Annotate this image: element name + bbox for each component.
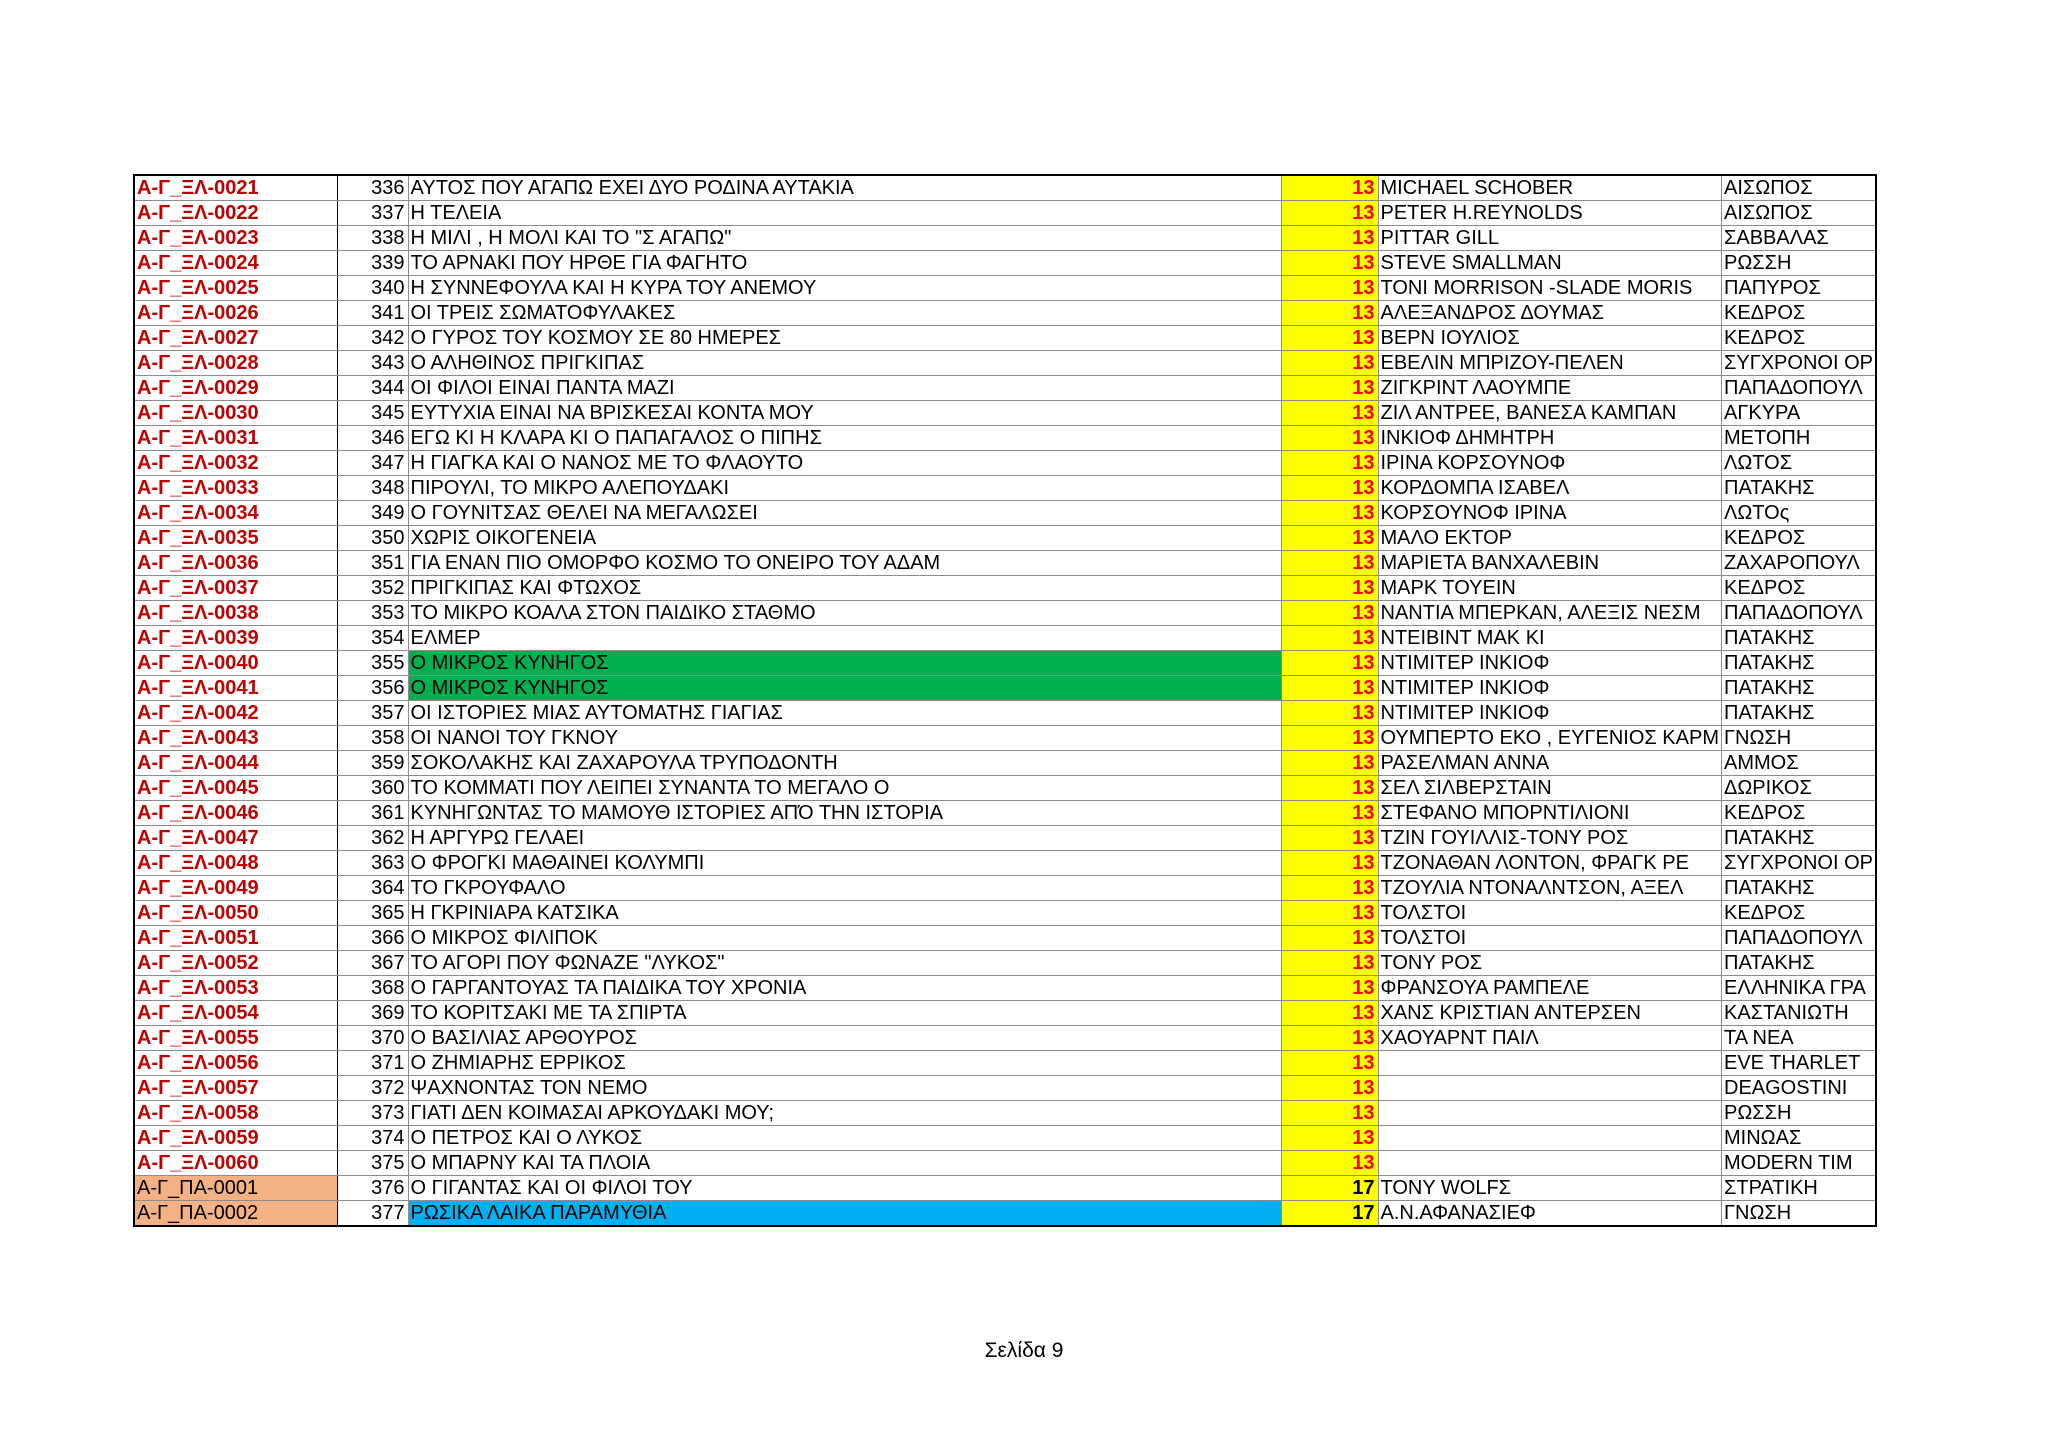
number-cell[interactable]: 337 bbox=[337, 201, 408, 226]
publisher-cell[interactable]: ΠΑΠΑΔΟΠΟΥΛ bbox=[1722, 601, 1876, 626]
number-cell[interactable]: 375 bbox=[337, 1151, 408, 1176]
author-cell[interactable]: ΟΥΜΠΕΡΤΟ ΕΚΟ , ΕΥΓΕΝΙΟΣ ΚΑΡΜ bbox=[1378, 726, 1722, 751]
group-cell[interactable]: 13 bbox=[1281, 901, 1378, 926]
author-cell[interactable]: ΤΟΝΥ ΡΟΣ bbox=[1378, 951, 1722, 976]
code-cell[interactable]: Α-Γ_ΞΛ-0050 bbox=[134, 901, 337, 926]
author-cell[interactable]: ΚΟΡΣΟΥΝΟΦ ΙΡΙΝΑ bbox=[1378, 501, 1722, 526]
table-row bbox=[134, 826, 1876, 851]
group-cell[interactable]: 13 bbox=[1281, 1001, 1378, 1026]
group-cell[interactable]: 13 bbox=[1281, 801, 1378, 826]
table-row bbox=[134, 626, 1876, 651]
number-cell[interactable]: 374 bbox=[337, 1126, 408, 1151]
publisher-cell[interactable]: ΚΕΔΡΟΣ bbox=[1722, 901, 1876, 926]
table-row bbox=[134, 276, 1876, 301]
group-cell[interactable]: 13 bbox=[1281, 175, 1378, 201]
code-cell[interactable]: Α-Γ_ΞΛ-0032 bbox=[134, 451, 337, 476]
publisher-cell[interactable]: ΡΩΣΣΗ bbox=[1722, 1101, 1876, 1126]
group-cell[interactable]: 13 bbox=[1281, 876, 1378, 901]
number-cell[interactable]: 373 bbox=[337, 1101, 408, 1126]
title-cell[interactable]: Ο ΖΗΜΙΑΡΗΣ ΕΡΡΙΚΟΣ bbox=[408, 1051, 1281, 1076]
group-cell[interactable]: 13 bbox=[1281, 1076, 1378, 1101]
number-cell[interactable]: 338 bbox=[337, 226, 408, 251]
number-cell[interactable]: 369 bbox=[337, 1001, 408, 1026]
author-cell[interactable]: ΤΖΙΝ ΓΟΥΙΛΛΙΣ-ΤΟΝΥ ΡΟΣ bbox=[1378, 826, 1722, 851]
author-cell[interactable]: ΤΟΝΥ WOLFΣ bbox=[1378, 1176, 1722, 1201]
title-cell[interactable]: ΓΙΑΤΙ ΔΕΝ ΚΟΙΜΑΣΑΙ ΑΡΚΟΥΔΑΚΙ ΜΟΥ; bbox=[408, 1101, 1281, 1126]
number-cell[interactable]: 356 bbox=[337, 676, 408, 701]
publisher-cell[interactable]: ΣΥΓΧΡΟΝΟΙ ΟΡ bbox=[1722, 351, 1876, 376]
group-cell[interactable]: 13 bbox=[1281, 851, 1378, 876]
number-cell[interactable]: 343 bbox=[337, 351, 408, 376]
table-row bbox=[134, 676, 1876, 701]
group-cell[interactable]: 13 bbox=[1281, 326, 1378, 351]
table-row bbox=[134, 376, 1876, 401]
publisher-cell[interactable]: ΔΩΡΙΚΟΣ bbox=[1722, 776, 1876, 801]
publisher-cell[interactable]: ΑΜΜΟΣ bbox=[1722, 751, 1876, 776]
table-row bbox=[134, 1201, 1876, 1227]
number-cell[interactable]: 366 bbox=[337, 926, 408, 951]
number-cell[interactable]: 345 bbox=[337, 401, 408, 426]
author-cell[interactable]: ΜΑΛΟ ΕΚΤΟΡ bbox=[1378, 526, 1722, 551]
title-cell[interactable]: ΣΟΚΟΛΑΚΗΣ ΚΑΙ ΖΑΧΑΡΟΥΛΑ ΤΡΥΠΟΔΟΝΤΗ bbox=[408, 751, 1281, 776]
author-cell[interactable]: TONI MORRISON -SLADE MORIS bbox=[1378, 276, 1722, 301]
code-cell[interactable]: Α-Γ_ΞΛ-0026 bbox=[134, 301, 337, 326]
number-cell[interactable]: 344 bbox=[337, 376, 408, 401]
publisher-cell[interactable]: ΠΑΤΑΚΗΣ bbox=[1722, 676, 1876, 701]
publisher-cell[interactable]: ΚΕΔΡΟΣ bbox=[1722, 326, 1876, 351]
table-row bbox=[134, 426, 1876, 451]
table-body bbox=[134, 175, 1876, 1226]
number-cell[interactable]: 357 bbox=[337, 701, 408, 726]
author-cell[interactable]: ΧΑΝΣ ΚΡΙΣΤΙΑΝ ΑΝΤΕΡΣΕΝ bbox=[1378, 1001, 1722, 1026]
author-cell[interactable]: ΝΤΙΜΙΤΕΡ ΙΝΚΙΟΦ bbox=[1378, 676, 1722, 701]
table-row bbox=[134, 601, 1876, 626]
publisher-cell[interactable]: ΓΝΩΣΗ bbox=[1722, 1201, 1876, 1227]
group-cell[interactable]: 13 bbox=[1281, 501, 1378, 526]
title-cell[interactable]: ΤΟ ΓΚΡΟΥΦΑΛΟ bbox=[408, 876, 1281, 901]
title-cell[interactable]: ΓΙΑ ΕΝΑΝ ΠΙΟ ΟΜΟΡΦΟ ΚΟΣΜΟ ΤΟ ΟΝΕΙΡΟ ΤΟΥ ΑΔΑΜ bbox=[408, 551, 1281, 576]
table-row bbox=[134, 951, 1876, 976]
title-cell[interactable]: ΑΥΤΟΣ ΠΟΥ ΑΓΑΠΩ ΕΧΕΙ ΔΥΟ ΡΟΔΙΝΑ ΑΥΤΑΚΙΑ bbox=[408, 175, 1281, 201]
title-cell[interactable]: Ο ΒΑΣΙΛΙΑΣ ΑΡΘΟΥΡΟΣ bbox=[408, 1026, 1281, 1051]
code-cell[interactable]: Α-Γ_ΞΛ-0033 bbox=[134, 476, 337, 501]
code-cell[interactable]: Α-Γ_ΞΛ-0029 bbox=[134, 376, 337, 401]
author-cell[interactable]: ΤΖΟΥΛΙΑ ΝΤΟΝΑΛΝΤΣΟΝ, ΑΞΕΛ bbox=[1378, 876, 1722, 901]
code-cell[interactable]: Α-Γ_ΞΛ-0045 bbox=[134, 776, 337, 801]
title-cell[interactable]: ΤΟ ΚΟΜΜΑΤΙ ΠΟΥ ΛΕΙΠΕΙ ΣΥΝΑΝΤΑ ΤΟ ΜΕΓΑΛΟ Ο bbox=[408, 776, 1281, 801]
number-cell[interactable]: 336 bbox=[337, 175, 408, 201]
title-cell[interactable]: Η ΓΙΑΓΚΑ ΚΑΙ Ο ΝΑΝΟΣ ΜΕ ΤΟ ΦΛΑΟΥΤΟ bbox=[408, 451, 1281, 476]
group-cell[interactable]: 13 bbox=[1281, 351, 1378, 376]
code-cell[interactable]: Α-Γ_ΞΛ-0025 bbox=[134, 276, 337, 301]
group-cell[interactable]: 13 bbox=[1281, 401, 1378, 426]
number-cell[interactable]: 340 bbox=[337, 276, 408, 301]
table-row bbox=[134, 301, 1876, 326]
author-cell[interactable]: ΦΡΑΝΣΟΥΑ ΡΑΜΠΕΛΕ bbox=[1378, 976, 1722, 1001]
table-row bbox=[134, 876, 1876, 901]
table-row bbox=[134, 1001, 1876, 1026]
table-row bbox=[134, 1176, 1876, 1201]
code-cell[interactable]: Α-Γ_ΞΛ-0044 bbox=[134, 751, 337, 776]
number-cell[interactable]: 367 bbox=[337, 951, 408, 976]
title-cell[interactable]: Η ΜΙΛΙ , Η ΜΟΛΙ ΚΑΙ ΤΟ "Σ ΑΓΑΠΩ" bbox=[408, 226, 1281, 251]
group-cell[interactable]: 13 bbox=[1281, 601, 1378, 626]
author-cell[interactable]: ΣΕΛ ΣΙΛΒΕΡΣΤΑΙΝ bbox=[1378, 776, 1722, 801]
number-cell[interactable]: 371 bbox=[337, 1051, 408, 1076]
number-cell[interactable]: 364 bbox=[337, 876, 408, 901]
title-cell[interactable]: ΤΟ ΑΡΝΑΚΙ ΠΟΥ ΗΡΘΕ ΓΙΑ ΦΑΓΗΤΟ bbox=[408, 251, 1281, 276]
publisher-cell[interactable]: ΚΕΔΡΟΣ bbox=[1722, 526, 1876, 551]
group-cell[interactable]: 13 bbox=[1281, 476, 1378, 501]
code-cell[interactable]: Α-Γ_ΞΛ-0055 bbox=[134, 1026, 337, 1051]
table-row bbox=[134, 901, 1876, 926]
number-cell[interactable]: 368 bbox=[337, 976, 408, 1001]
group-cell[interactable]: 13 bbox=[1281, 1101, 1378, 1126]
number-cell[interactable]: 350 bbox=[337, 526, 408, 551]
code-cell[interactable]: Α-Γ_ΞΛ-0028 bbox=[134, 351, 337, 376]
author-cell[interactable]: ΙΝΚΙΟΦ ΔΗΜΗΤΡΗ bbox=[1378, 426, 1722, 451]
group-cell[interactable]: 13 bbox=[1281, 701, 1378, 726]
code-cell[interactable]: Α-Γ_ΞΛ-0022 bbox=[134, 201, 337, 226]
code-cell[interactable]: Α-Γ_ΞΛ-0043 bbox=[134, 726, 337, 751]
publisher-cell[interactable]: ΑΙΣΩΠΟΣ bbox=[1722, 175, 1876, 201]
author-cell[interactable] bbox=[1378, 1126, 1722, 1151]
number-cell[interactable]: 355 bbox=[337, 651, 408, 676]
title-cell[interactable]: ΟΙ ΤΡΕΙΣ ΣΩΜΑΤΟΦΥΛΑΚΕΣ bbox=[408, 301, 1281, 326]
publisher-cell[interactable]: ΜΙΝΩΑΣ bbox=[1722, 1126, 1876, 1151]
group-cell[interactable]: 17 bbox=[1281, 1201, 1378, 1227]
number-cell[interactable]: 351 bbox=[337, 551, 408, 576]
page-footer: Σελίδα 9 bbox=[984, 1339, 1064, 1362]
title-cell[interactable]: Η ΑΡΓΥΡΩ ΓΕΛΑΕΙ bbox=[408, 826, 1281, 851]
number-cell[interactable]: 376 bbox=[337, 1176, 408, 1201]
publisher-cell[interactable]: ΣΤΡΑΤΙΚΗ bbox=[1722, 1176, 1876, 1201]
title-cell[interactable]: ΠΙΡΟΥΛΙ, ΤΟ ΜΙΚΡΟ ΑΛΕΠΟΥΔΑΚΙ bbox=[408, 476, 1281, 501]
author-cell[interactable]: PITTAR GILL bbox=[1378, 226, 1722, 251]
code-cell[interactable]: Α-Γ_ΞΛ-0030 bbox=[134, 401, 337, 426]
author-cell[interactable]: ΖΙΓΚΡΙΝΤ ΛΑΟΥΜΠΕ bbox=[1378, 376, 1722, 401]
code-cell[interactable]: Α-Γ_ΞΛ-0023 bbox=[134, 226, 337, 251]
table-row bbox=[134, 1076, 1876, 1101]
code-cell[interactable]: Α-Γ_ΞΛ-0024 bbox=[134, 251, 337, 276]
number-cell[interactable]: 365 bbox=[337, 901, 408, 926]
title-cell[interactable]: ΨΑΧΝΟΝΤΑΣ ΤΟΝ ΝΕΜΟ bbox=[408, 1076, 1281, 1101]
publisher-cell[interactable]: ΛΩΤΟΣ bbox=[1722, 451, 1876, 476]
publisher-cell[interactable]: ΠΑΤΑΚΗΣ bbox=[1722, 826, 1876, 851]
code-cell[interactable]: Α-Γ_ΞΛ-0035 bbox=[134, 526, 337, 551]
title-cell[interactable]: ΟΙ ΦΙΛΟΙ ΕΙΝΑΙ ΠΑΝΤΑ ΜΑΖΙ bbox=[408, 376, 1281, 401]
publisher-cell[interactable]: ΚΕΔΡΟΣ bbox=[1722, 576, 1876, 601]
table-row bbox=[134, 1026, 1876, 1051]
table-row bbox=[134, 1151, 1876, 1176]
publisher-cell[interactable]: ΠΑΤΑΚΗΣ bbox=[1722, 701, 1876, 726]
title-cell[interactable]: ΚΥΝΗΓΩΝΤΑΣ ΤΟ ΜΑΜΟΥΘ ΙΣΤΟΡΙΕΣ ΑΠΌ ΤΗΝ ΙΣΤΟΡΙΑ bbox=[408, 801, 1281, 826]
code-cell[interactable]: Α-Γ_ΞΛ-0039 bbox=[134, 626, 337, 651]
title-cell[interactable]: Η ΓΚΡΙΝΙΑΡΑ ΚΑΤΣΙΚΑ bbox=[408, 901, 1281, 926]
number-cell[interactable]: 370 bbox=[337, 1026, 408, 1051]
publisher-cell[interactable]: ΠΑΤΑΚΗΣ bbox=[1722, 876, 1876, 901]
title-cell[interactable]: Ο ΓΙΓΑΝΤΑΣ ΚΑΙ ΟΙ ΦΙΛΟΙ ΤΟΥ bbox=[408, 1176, 1281, 1201]
code-cell[interactable]: Α-Γ_ΞΛ-0047 bbox=[134, 826, 337, 851]
group-cell[interactable]: 13 bbox=[1281, 1126, 1378, 1151]
title-cell[interactable]: ΟΙ ΝΑΝΟΙ ΤΟΥ ΓΚΝΟΥ bbox=[408, 726, 1281, 751]
number-cell[interactable]: 360 bbox=[337, 776, 408, 801]
title-cell[interactable]: Ο ΜΠΑΡΝΥ ΚΑΙ ΤΑ ΠΛΟΙΑ bbox=[408, 1151, 1281, 1176]
author-cell[interactable]: ΝΤΕΙΒΙΝΤ ΜΑΚ ΚΙ bbox=[1378, 626, 1722, 651]
publisher-cell[interactable]: ΑΓΚΥΡΑ bbox=[1722, 401, 1876, 426]
code-cell[interactable]: Α-Γ_ΞΛ-0049 bbox=[134, 876, 337, 901]
author-cell[interactable]: ΑΛΕΞΑΝΔΡΟΣ ΔΟΥΜΑΣ bbox=[1378, 301, 1722, 326]
number-cell[interactable]: 349 bbox=[337, 501, 408, 526]
code-cell[interactable]: Α-Γ_ΞΛ-0053 bbox=[134, 976, 337, 1001]
code-cell[interactable]: Α-Γ_ΞΛ-0054 bbox=[134, 1001, 337, 1026]
code-cell[interactable]: Α-Γ_ΠΑ-0002 bbox=[134, 1201, 337, 1227]
publisher-cell[interactable]: EVE THARLET bbox=[1722, 1051, 1876, 1076]
publisher-cell[interactable]: ΠΑΠΑΔΟΠΟΥΛ bbox=[1722, 376, 1876, 401]
publisher-cell[interactable]: ΚΕΔΡΟΣ bbox=[1722, 801, 1876, 826]
publisher-cell[interactable]: ΠΑΠΑΔΟΠΟΥΛ bbox=[1722, 926, 1876, 951]
number-cell[interactable]: 361 bbox=[337, 801, 408, 826]
group-cell[interactable]: 13 bbox=[1281, 551, 1378, 576]
table-row bbox=[134, 726, 1876, 751]
author-cell[interactable]: MICHAEL SCHOBER bbox=[1378, 175, 1722, 201]
publisher-cell[interactable]: ΡΩΣΣΗ bbox=[1722, 251, 1876, 276]
author-cell[interactable]: PETER H.REYNOLDS bbox=[1378, 201, 1722, 226]
group-cell[interactable]: 13 bbox=[1281, 276, 1378, 301]
author-cell[interactable] bbox=[1378, 1101, 1722, 1126]
author-cell[interactable]: ΝΑΝΤΙΑ ΜΠΕΡΚΑΝ, ΑΛΕΞΙΣ ΝΕΣΜ bbox=[1378, 601, 1722, 626]
author-cell[interactable]: ΙΡΙΝΑ ΚΟΡΣΟΥΝΟΦ bbox=[1378, 451, 1722, 476]
table-row bbox=[134, 976, 1876, 1001]
table-row bbox=[134, 776, 1876, 801]
code-cell[interactable]: Α-Γ_ΞΛ-0037 bbox=[134, 576, 337, 601]
group-cell[interactable]: 13 bbox=[1281, 776, 1378, 801]
group-cell[interactable]: 13 bbox=[1281, 726, 1378, 751]
spreadsheet-table bbox=[133, 174, 1877, 1227]
table-row bbox=[134, 801, 1876, 826]
publisher-cell[interactable]: ΚΕΔΡΟΣ bbox=[1722, 301, 1876, 326]
code-cell[interactable]: Α-Γ_ΞΛ-0041 bbox=[134, 676, 337, 701]
author-cell[interactable] bbox=[1378, 1151, 1722, 1176]
publisher-cell[interactable]: ΛΩΤΟς bbox=[1722, 501, 1876, 526]
title-cell[interactable]: Ο ΜΙΚΡΟΣ ΦΙΛΙΠΟΚ bbox=[408, 926, 1281, 951]
table-row bbox=[134, 226, 1876, 251]
code-cell[interactable]: Α-Γ_ΞΛ-0051 bbox=[134, 926, 337, 951]
title-cell[interactable]: ΕΥΤΥΧΙΑ ΕΙΝΑΙ ΝΑ ΒΡΙΣΚΕΣΑΙ ΚΟΝΤΑ ΜΟΥ bbox=[408, 401, 1281, 426]
code-cell[interactable]: Α-Γ_ΞΛ-0048 bbox=[134, 851, 337, 876]
title-cell[interactable]: Ο ΜΙΚΡΟΣ ΚΥΝΗΓΟΣ bbox=[408, 651, 1281, 676]
publisher-cell[interactable]: ΠΑΤΑΚΗΣ bbox=[1722, 651, 1876, 676]
number-cell[interactable]: 341 bbox=[337, 301, 408, 326]
table-row bbox=[134, 451, 1876, 476]
group-cell[interactable]: 13 bbox=[1281, 951, 1378, 976]
code-cell[interactable]: Α-Γ_ΞΛ-0031 bbox=[134, 426, 337, 451]
author-cell[interactable]: Α.Ν.ΑΦΑΝΑΣΙΕΦ bbox=[1378, 1201, 1722, 1227]
publisher-cell[interactable]: ΕΛΛΗΝΙΚΑ ΓΡΑ bbox=[1722, 976, 1876, 1001]
table-row bbox=[134, 576, 1876, 601]
author-cell[interactable]: ΝΤΙΜΙΤΕΡ ΙΝΚΙΟΦ bbox=[1378, 701, 1722, 726]
title-cell[interactable]: Ο ΓΥΡΟΣ ΤΟΥ ΚΟΣΜΟΥ ΣΕ 80 ΗΜΕΡΕΣ bbox=[408, 326, 1281, 351]
group-cell[interactable]: 13 bbox=[1281, 1026, 1378, 1051]
title-cell[interactable]: ΕΛΜΕΡ bbox=[408, 626, 1281, 651]
group-cell[interactable]: 13 bbox=[1281, 526, 1378, 551]
author-cell[interactable]: STEVE SMALLMAN bbox=[1378, 251, 1722, 276]
group-cell[interactable]: 13 bbox=[1281, 751, 1378, 776]
table-row bbox=[134, 701, 1876, 726]
table-row bbox=[134, 476, 1876, 501]
code-cell[interactable]: Α-Γ_ΞΛ-0040 bbox=[134, 651, 337, 676]
title-cell[interactable]: ΕΓΩ ΚΙ Η ΚΛΑΡΑ ΚΙ Ο ΠΑΠΑΓΑΛΟΣ Ο ΠΙΠΗΣ bbox=[408, 426, 1281, 451]
group-cell[interactable]: 13 bbox=[1281, 1051, 1378, 1076]
group-cell[interactable]: 13 bbox=[1281, 976, 1378, 1001]
group-cell[interactable]: 13 bbox=[1281, 451, 1378, 476]
group-cell[interactable]: 13 bbox=[1281, 926, 1378, 951]
author-cell[interactable]: ΡΑΣΕΛΜΑΝ ΑΝΝΑ bbox=[1378, 751, 1722, 776]
author-cell[interactable]: ΤΖΟΝΑΘΑΝ ΛΟΝΤΟΝ, ΦΡΑΓΚ ΡΕ bbox=[1378, 851, 1722, 876]
author-cell[interactable] bbox=[1378, 1051, 1722, 1076]
table-row bbox=[134, 651, 1876, 676]
title-cell[interactable]: Ο ΦΡΟΓΚΙ ΜΑΘΑΙΝΕΙ ΚΟΛΥΜΠΙ bbox=[408, 851, 1281, 876]
title-cell[interactable]: ΟΙ ΙΣΤΟΡΙΕΣ ΜΙΑΣ ΑΥΤΟΜΑΤΗΣ ΓΙΑΓΙΑΣ bbox=[408, 701, 1281, 726]
group-cell[interactable]: 13 bbox=[1281, 626, 1378, 651]
number-cell[interactable]: 358 bbox=[337, 726, 408, 751]
code-cell[interactable]: Α-Γ_ΞΛ-0060 bbox=[134, 1151, 337, 1176]
group-cell[interactable]: 13 bbox=[1281, 1151, 1378, 1176]
author-cell[interactable]: ΖΙΛ ΑΝΤΡΕΕ, ΒΑΝΕΣΑ ΚΑΜΠΑΝ bbox=[1378, 401, 1722, 426]
author-cell[interactable]: ΧΑΟΥΑΡΝΤ ΠΑΙΛ bbox=[1378, 1026, 1722, 1051]
code-cell[interactable]: Α-Γ_ΞΛ-0036 bbox=[134, 551, 337, 576]
title-cell[interactable]: Η ΤΕΛΕΙΑ bbox=[408, 201, 1281, 226]
table-row bbox=[134, 1126, 1876, 1151]
publisher-cell[interactable]: ΠΑΤΑΚΗΣ bbox=[1722, 626, 1876, 651]
publisher-cell[interactable]: MODERN TIM bbox=[1722, 1151, 1876, 1176]
number-cell[interactable]: 372 bbox=[337, 1076, 408, 1101]
title-cell[interactable]: Η ΣΥΝΝΕΦΟΥΛΑ ΚΑΙ Η ΚΥΡΑ ΤΟΥ ΑΝΕΜΟΥ bbox=[408, 276, 1281, 301]
table-row bbox=[134, 501, 1876, 526]
table-row bbox=[134, 326, 1876, 351]
table-row bbox=[134, 401, 1876, 426]
title-cell[interactable]: ΤΟ ΚΟΡΙΤΣΑΚΙ ΜΕ ΤΑ ΣΠΙΡΤΑ bbox=[408, 1001, 1281, 1026]
code-cell[interactable]: Α-Γ_ΞΛ-0027 bbox=[134, 326, 337, 351]
number-cell[interactable]: 353 bbox=[337, 601, 408, 626]
code-cell[interactable]: Α-Γ_ΞΛ-0052 bbox=[134, 951, 337, 976]
number-cell[interactable]: 359 bbox=[337, 751, 408, 776]
group-cell[interactable]: 13 bbox=[1281, 301, 1378, 326]
title-cell[interactable]: ΠΡΙΓΚΙΠΑΣ ΚΑΙ ΦΤΩΧΟΣ bbox=[408, 576, 1281, 601]
title-cell[interactable]: Ο ΓΟΥΝΙΤΣΑΣ ΘΕΛΕΙ ΝΑ ΜΕΓΑΛΩΣΕΙ bbox=[408, 501, 1281, 526]
title-cell[interactable]: ΤΟ ΜΙΚΡΟ ΚΟΑΛΑ ΣΤΟΝ ΠΑΙΔΙΚΟ ΣΤΑΘΜΟ bbox=[408, 601, 1281, 626]
author-cell[interactable]: ΒΕΡΝ ΙΟΥΛΙΟΣ bbox=[1378, 326, 1722, 351]
author-cell[interactable]: ΜΑΡΙΕΤΑ ΒΑΝΧΑΛΕΒΙΝ bbox=[1378, 551, 1722, 576]
table-row bbox=[134, 175, 1876, 201]
number-cell[interactable]: 377 bbox=[337, 1201, 408, 1227]
author-cell[interactable]: ΜΑΡΚ ΤΟΥΕΙΝ bbox=[1378, 576, 1722, 601]
table-row bbox=[134, 251, 1876, 276]
group-cell[interactable]: 13 bbox=[1281, 826, 1378, 851]
number-cell[interactable]: 362 bbox=[337, 826, 408, 851]
group-cell[interactable]: 13 bbox=[1281, 676, 1378, 701]
group-cell[interactable]: 13 bbox=[1281, 201, 1378, 226]
publisher-cell[interactable]: ΑΙΣΩΠΟΣ bbox=[1722, 201, 1876, 226]
publisher-cell[interactable]: ΚΑΣΤΑΝΙΩΤΗ bbox=[1722, 1001, 1876, 1026]
code-cell[interactable]: Α-Γ_ΞΛ-0038 bbox=[134, 601, 337, 626]
group-cell[interactable]: 13 bbox=[1281, 651, 1378, 676]
number-cell[interactable]: 339 bbox=[337, 251, 408, 276]
code-cell[interactable]: Α-Γ_ΞΛ-0058 bbox=[134, 1101, 337, 1126]
code-cell[interactable]: Α-Γ_ΠΑ-0001 bbox=[134, 1176, 337, 1201]
group-cell[interactable]: 13 bbox=[1281, 576, 1378, 601]
publisher-cell[interactable]: ΠΑΤΑΚΗΣ bbox=[1722, 476, 1876, 501]
number-cell[interactable]: 348 bbox=[337, 476, 408, 501]
table-row bbox=[134, 751, 1876, 776]
table-row bbox=[134, 1051, 1876, 1076]
group-cell[interactable]: 13 bbox=[1281, 376, 1378, 401]
number-cell[interactable]: 342 bbox=[337, 326, 408, 351]
publisher-cell[interactable]: ΓΝΩΣΗ bbox=[1722, 726, 1876, 751]
code-cell[interactable]: Α-Γ_ΞΛ-0046 bbox=[134, 801, 337, 826]
publisher-cell[interactable]: ΣΥΓΧΡΟΝΟΙ ΟΡ bbox=[1722, 851, 1876, 876]
code-cell[interactable]: Α-Γ_ΞΛ-0021 bbox=[134, 175, 337, 201]
number-cell[interactable]: 352 bbox=[337, 576, 408, 601]
author-cell[interactable]: ΤΟΛΣΤΟΙ bbox=[1378, 901, 1722, 926]
table-row bbox=[134, 526, 1876, 551]
table-row bbox=[134, 551, 1876, 576]
group-cell[interactable]: 13 bbox=[1281, 251, 1378, 276]
table-row bbox=[134, 1101, 1876, 1126]
code-cell[interactable]: Α-Γ_ΞΛ-0059 bbox=[134, 1126, 337, 1151]
code-cell[interactable]: Α-Γ_ΞΛ-0057 bbox=[134, 1076, 337, 1101]
publisher-cell[interactable]: ΤΑ ΝΕΑ bbox=[1722, 1026, 1876, 1051]
title-cell[interactable]: Ο ΑΛΗΘΙΝΟΣ ΠΡΙΓΚΙΠΑΣ bbox=[408, 351, 1281, 376]
table-row bbox=[134, 926, 1876, 951]
publisher-cell[interactable]: ΠΑΠΥΡΟΣ bbox=[1722, 276, 1876, 301]
code-cell[interactable]: Α-Γ_ΞΛ-0034 bbox=[134, 501, 337, 526]
code-cell[interactable]: Α-Γ_ΞΛ-0056 bbox=[134, 1051, 337, 1076]
title-cell[interactable]: Ο ΓΑΡΓΑΝΤΟΥΑΣ ΤΑ ΠΑΙΔΙΚΑ ΤΟΥ ΧΡΟΝΙΑ bbox=[408, 976, 1281, 1001]
code-cell[interactable]: Α-Γ_ΞΛ-0042 bbox=[134, 701, 337, 726]
table-row bbox=[134, 201, 1876, 226]
title-cell[interactable]: ΡΩΣΙΚΑ ΛΑΙΚΑ ΠΑΡΑΜΥΘΙΑ bbox=[408, 1201, 1281, 1227]
group-cell[interactable]: 13 bbox=[1281, 426, 1378, 451]
table-row bbox=[134, 351, 1876, 376]
publisher-cell[interactable]: DEAGOSTINI bbox=[1722, 1076, 1876, 1101]
author-cell[interactable]: ΕΒΕΛΙΝ ΜΠΡΙΖΟΥ-ΠΕΛΕΝ bbox=[1378, 351, 1722, 376]
group-cell[interactable]: 17 bbox=[1281, 1176, 1378, 1201]
title-cell[interactable]: ΤΟ ΑΓΟΡΙ ΠΟΥ ΦΩΝΑΖΕ "ΛΥΚΟΣ" bbox=[408, 951, 1281, 976]
title-cell[interactable]: ΧΩΡΙΣ ΟΙΚΟΓΕΝΕΙΑ bbox=[408, 526, 1281, 551]
number-cell[interactable]: 354 bbox=[337, 626, 408, 651]
author-cell[interactable] bbox=[1378, 1076, 1722, 1101]
author-cell[interactable]: ΣΤΕΦΑΝΟ ΜΠΟΡΝΤΙΛΙΟΝΙ bbox=[1378, 801, 1722, 826]
author-cell[interactable]: ΤΟΛΣΤΟΙ bbox=[1378, 926, 1722, 951]
title-cell[interactable]: Ο ΜΙΚΡΟΣ ΚΥΝΗΓΟΣ bbox=[408, 676, 1281, 701]
number-cell[interactable]: 347 bbox=[337, 451, 408, 476]
number-cell[interactable]: 346 bbox=[337, 426, 408, 451]
table-row bbox=[134, 851, 1876, 876]
publisher-cell[interactable]: ΠΑΤΑΚΗΣ bbox=[1722, 951, 1876, 976]
author-cell[interactable]: ΝΤΙΜΙΤΕΡ ΙΝΚΙΟΦ bbox=[1378, 651, 1722, 676]
publisher-cell[interactable]: ΖΑΧΑΡΟΠΟΥΛ bbox=[1722, 551, 1876, 576]
number-cell[interactable]: 363 bbox=[337, 851, 408, 876]
title-cell[interactable]: Ο ΠΕΤΡΟΣ ΚΑΙ Ο ΛΥΚΟΣ bbox=[408, 1126, 1281, 1151]
publisher-cell[interactable]: ΜΕΤΟΠΗ bbox=[1722, 426, 1876, 451]
publisher-cell[interactable]: ΣΑΒΒΑΛΑΣ bbox=[1722, 226, 1876, 251]
author-cell[interactable]: ΚΟΡΔΟΜΠΑ ΙΣΑΒΕΛ bbox=[1378, 476, 1722, 501]
group-cell[interactable]: 13 bbox=[1281, 226, 1378, 251]
